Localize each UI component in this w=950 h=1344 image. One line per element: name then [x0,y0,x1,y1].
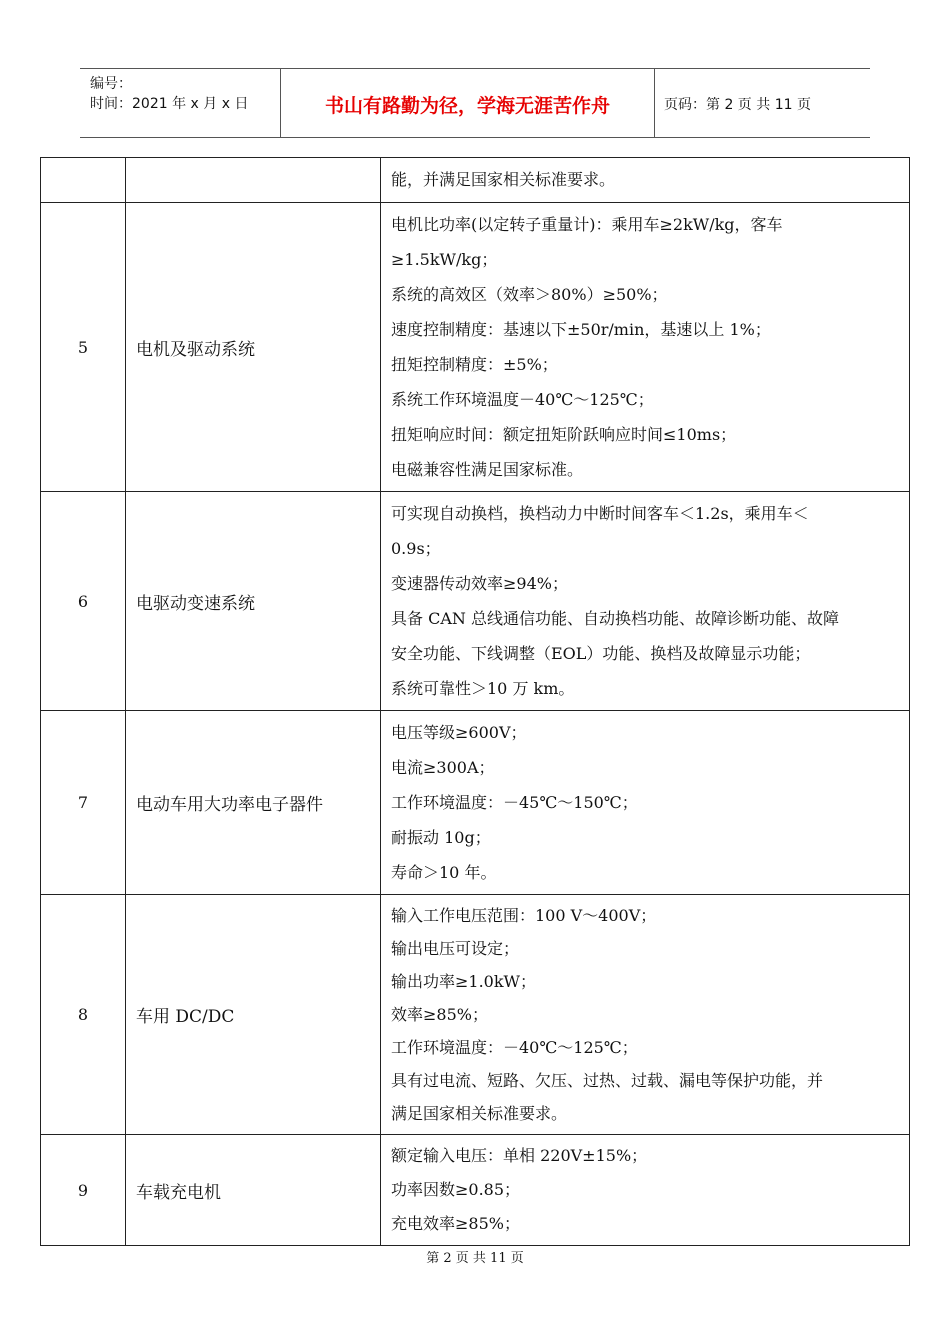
row-item-name: 电机及驱动系统 [126,203,381,492]
row-number: 6 [41,492,126,711]
header-meta [80,69,280,137]
row-number: 7 [41,711,126,895]
requirement-line: 额定输入电压：单相 220V±15%； [391,1146,648,1165]
requirement-line: 电机比功率(以定转子重量计)：乘用车≥2kW/kg，客车 [391,215,783,234]
requirement-line: 系统工作环境温度－40℃～125℃； [391,390,654,409]
row-number: 8 [41,895,126,1135]
table-row [41,492,910,711]
requirement-line: 系统可靠性＞10 万 km。 [391,679,575,698]
requirement-line: 安全功能、下线调整（EOL）功能、换档及故障显示功能； [391,644,811,663]
page-footer: 第 2 页 共 11 页 [426,1251,524,1266]
table-row [41,1135,910,1246]
table-row [41,203,910,492]
requirement-line: 输出功率≥1.0kW； [391,972,536,991]
header-divider [654,69,655,137]
requirement-line: 效率≥85%； [391,1005,488,1024]
row-item-name: 电驱动变速系统 [126,492,381,711]
requirement-line: 电流≥300A； [391,758,495,777]
requirement-line: 输出电压可设定； [391,939,520,958]
requirement-line: 工作环境温度：－40℃～125℃； [391,1038,638,1057]
requirement-line: 能，并满足国家相关标准要求。 [391,170,616,189]
row-item-name: 电动车用大功率电子器件 [126,711,381,895]
row-number [41,158,126,203]
requirement-line: 可实现自动换档，换档动力中断时间客车＜1.2s，乘用车＜ [391,504,809,523]
requirement-line: 扭矩响应时间：额定扭矩阶跃响应时间≤10ms； [391,425,737,444]
row-number: 5 [41,203,126,492]
requirement-line: 扭矩控制精度：±5%； [391,355,558,374]
table-row [41,158,910,203]
row-requirements [381,711,910,895]
header-motto: 书山有路勤为径，学海无涯苦作舟 [324,95,610,117]
row-requirements [381,158,910,203]
requirement-line: 耐振动 10g； [391,828,491,847]
row-number: 9 [41,1135,126,1246]
row-item-name [126,158,381,203]
requirement-line: ≥1.5kW/kg； [391,250,498,269]
row-requirements [381,492,910,711]
table-row [41,895,910,1135]
requirement-line: 0.9s； [391,539,441,558]
table-row [41,711,910,895]
header-page-info: 页码：第 2 页 共 11 页 [664,97,811,113]
requirement-line: 系统的高效区（效率＞80%）≥50%； [391,285,668,304]
requirement-line: 变速器传动效率≥94%； [391,574,568,593]
requirement-line: 寿命＞10 年。 [391,863,497,882]
requirement-line: 速度控制精度：基速以下±50r/min，基速以上 1%； [391,320,771,339]
requirement-line: 具有过电流、短路、欠压、过热、过载、漏电等保护功能，并 [391,1071,824,1090]
requirement-line: 工作环境温度：－45℃～150℃； [391,793,638,812]
page-header [80,68,870,138]
requirement-line: 满足国家相关标准要求。 [391,1104,568,1123]
row-requirements [381,1135,910,1246]
time-label: 时间：2021 年 x 月 x 日 [90,96,249,112]
requirement-line: 电磁兼容性满足国家标准。 [391,460,584,479]
serial-label: 编号： [90,76,132,92]
requirement-line: 具备 CAN 总线通信功能、自动换档功能、故障诊断功能、故障 [391,609,839,628]
requirement-line: 输入工作电压范围：100 V～400V； [391,906,657,925]
row-requirements [381,895,910,1135]
requirement-line: 功率因数≥0.85； [391,1180,521,1199]
requirement-line: 电压等级≥600V； [391,723,527,742]
spec-table [40,157,910,1246]
requirement-line: 充电效率≥85%； [391,1214,520,1233]
row-requirements [381,203,910,492]
row-item-name: 车用 DC/DC [126,895,381,1135]
row-item-name: 车载充电机 [126,1135,381,1246]
